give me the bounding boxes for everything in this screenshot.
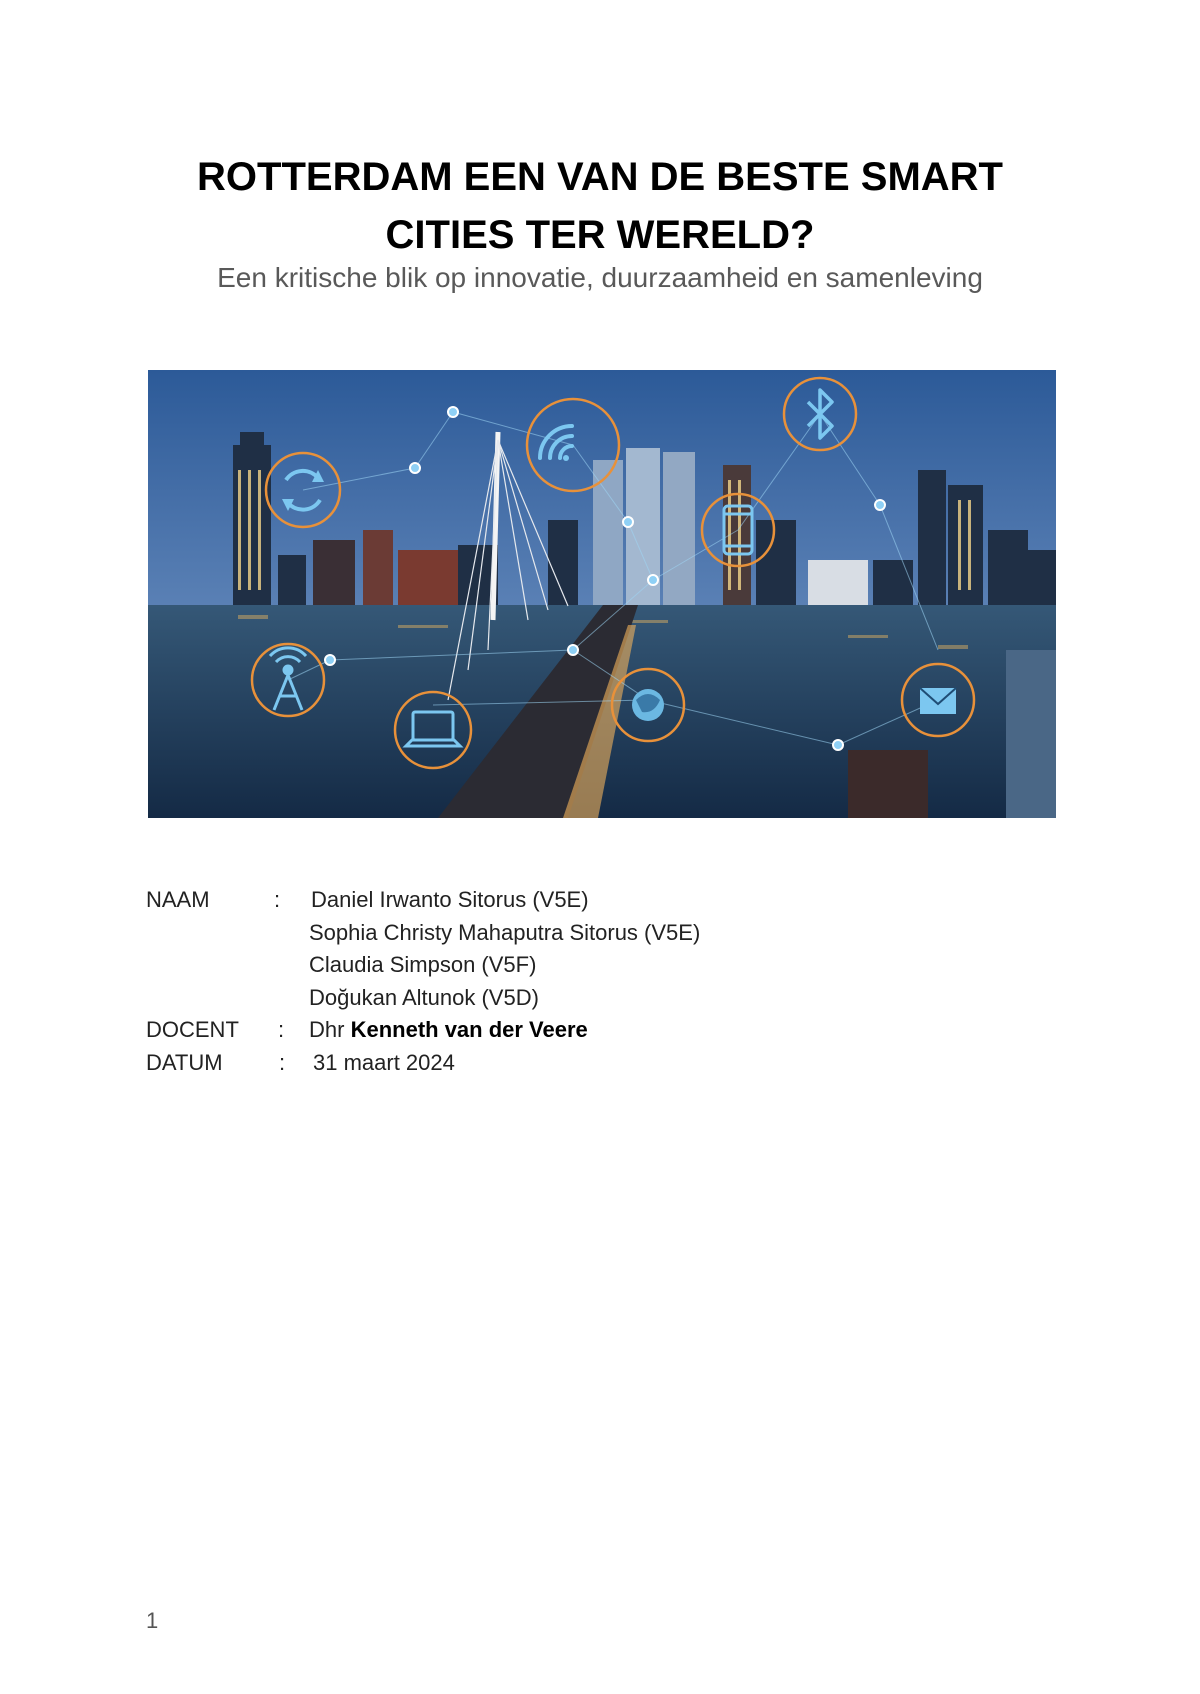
naam-label: NAAM (146, 887, 210, 912)
title-line-2: CITIES TER WERELD? (385, 213, 815, 257)
waterfront-building (1006, 650, 1056, 818)
datum-label: DATUM (146, 1049, 223, 1075)
envelope-icon (920, 688, 956, 714)
author-name: Claudia Simpson (V5F) (309, 952, 537, 977)
author-name: Sophia Christy Mahaputra Sitorus (V5E) (309, 919, 701, 945)
docent-name: Kenneth van der Veere (350, 1017, 588, 1042)
cover-image (148, 370, 1056, 818)
page-number: 1 (146, 1608, 159, 1633)
author-name: Doğukan Altunok (V5D) (309, 984, 539, 1010)
document-subtitle: Een kritische blik op innovatie, duurzaamheid en samenleving (217, 262, 983, 293)
docent-separator: : (278, 1017, 285, 1042)
datum-value: 31 maart 2024 (313, 1049, 455, 1075)
docent-label: DOCENT (146, 1017, 239, 1042)
datum-separator: : (279, 1049, 286, 1075)
title-line-1: ROTTERDAM EEN VAN DE BESTE SMART (197, 155, 1003, 199)
document-title (100, 148, 1100, 264)
naam-separator: : (274, 887, 281, 912)
smart-city-illustration (148, 370, 1056, 818)
docent-prefix: Dhr (309, 1017, 345, 1042)
recycle-globe-icon (632, 689, 664, 721)
foreground-building (848, 750, 928, 818)
author-name: Daniel Irwanto Sitorus (V5E) (311, 887, 589, 912)
